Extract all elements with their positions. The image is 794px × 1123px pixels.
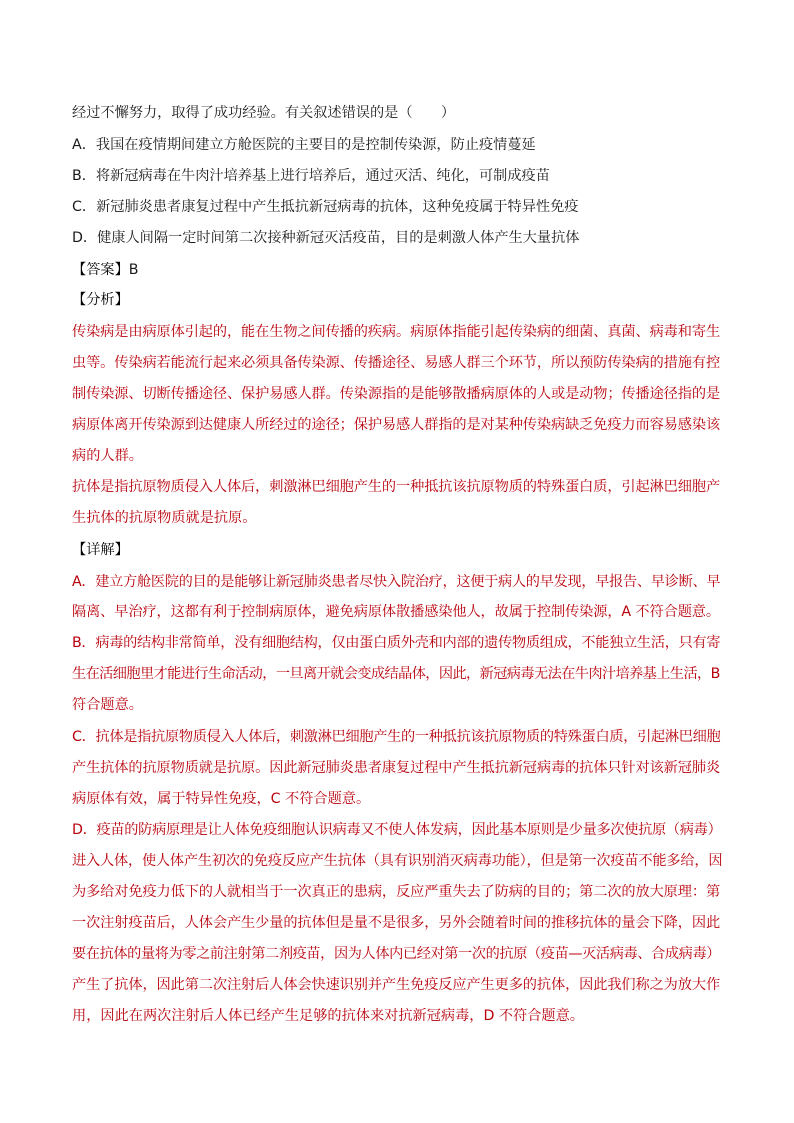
analysis-line: 传染病是由病原体引起的，能在生物之间传播的疾病。病原体指能引起传染病的细菌、真菌、病毒和寄生	[72, 324, 721, 340]
detail-line: 产生抗体的抗原物质就是抗原。因此新冠肺炎患者康复过程中产生抵抗新冠病毒的抗体只针对该新冠肺炎	[72, 760, 721, 776]
detail-line: 产生了抗体，因此第二次注射后人体会快速识别并产生免疫反应产生更多的抗体，因此我们称之为放大作	[72, 977, 721, 993]
option-b: B．将新冠病毒在牛肉汁培养基上进行培养后，通过灭活、纯化，可制成疫苗	[72, 168, 550, 184]
analysis-label: 【分析】	[72, 292, 129, 308]
analysis-line: 制传染源、切断传播途径、保护易感人群。传染源指的是能够散播病原体的人或是动物；传播途径指的是	[72, 386, 721, 402]
detail-line: C．抗体是指抗原物质侵入人体后，刺激淋巴细胞产生的一种抵抗该抗原物质的特殊蛋白质，引起淋巴细胞	[72, 729, 721, 745]
detail-label: 【详解】	[72, 542, 129, 558]
detail-line: 进入人体，使人体产生初次的免疫反应产生抗体（具有识别消灭病毒功能），但是第一次疫苗不能多给，因	[72, 853, 723, 869]
analysis-line: 病原体离开传染源到达健康人所经过的途径；保护易感人群指的是对某种传染病缺乏免疫力而容易感染该	[72, 417, 721, 433]
answer-line	[72, 260, 139, 280]
detail-line: 用，因此在两次注射后人体已经产生足够的抗体来对抗新冠病毒，D 不符合题意。	[72, 1008, 584, 1024]
option-a: A．我国在疫情期间建立方舱医院的主要目的是控制传染源，防止疫情蔓延	[72, 137, 536, 153]
analysis-line: 生抗体的抗原物质就是抗原。	[72, 510, 257, 526]
question-stem: 经过不懈努力，取得了成功经验。有关叙述错误的是（ ）	[72, 105, 456, 121]
detail-line: 要在抗体的量将为零之前注射第二剂疫苗，因为人体内已经对第一次的抗原（疫苗—灭活病毒、合成病毒）	[72, 946, 721, 962]
answer-value: B	[128, 262, 139, 278]
analysis-line: 虫等。传染病若能流行起来必须具备传染源、传播途径、易感人群三个环节，所以预防传染病的措施有控	[72, 355, 721, 371]
detail-line: B．病毒的结构非常简单，没有细胞结构，仅由蛋白质外壳和内部的遗传物质组成，不能独立生活，只有寄	[72, 635, 721, 651]
detail-line: 隔离、早治疗，这都有利于控制病原体，避免病原体散播感染他人，故属于控制传染源，A 不符合题意。	[72, 604, 720, 620]
detail-line: 为多给对免疫力低下的人就相当于一次真正的患病，反应严重失去了防病的目的；第二次的放大原理：第	[72, 884, 721, 900]
detail-line: A．建立方舱医院的目的是能够让新冠肺炎患者尽快入院治疗，这便于病人的早发现，早报告、早诊断、早	[72, 574, 721, 590]
detail-line: D．疫苗的防病原理是让人体免疫细胞认识病毒又不使人体发病，因此基本原则是少量多次使抗原（病毒）	[72, 822, 722, 838]
analysis-line: 病的人群。	[72, 448, 143, 464]
detail-line: 生在活细胞里才能进行生命活动，一旦离开就会变成结晶体，因此，新冠病毒无法在牛肉汁培养基上生活，B	[72, 666, 720, 682]
analysis-line: 抗体是指抗原物质侵入人体后，刺激淋巴细胞产生的一种抵抗该抗原物质的特殊蛋白质，引起淋巴细胞产	[72, 479, 721, 495]
option-d: D．健康人间隔一定时间第二次接种新冠灭活疫苗，目的是刺激人体产生大量抗体	[72, 230, 580, 246]
detail-line: 病原体有效，属于特异性免疫，C 不符合题意。	[72, 791, 371, 807]
detail-line: 一次注射疫苗后，人体会产生少量的抗体但是量不是很多，另外会随着时间的推移抗体的量会下降，因此	[72, 915, 721, 931]
detail-line: 符合题意。	[72, 697, 143, 713]
answer-label: 【答案】	[72, 262, 129, 278]
option-c: C．新冠肺炎患者康复过程中产生抵抗新冠病毒的抗体，这种免疫属于特异性免疫	[72, 199, 579, 215]
